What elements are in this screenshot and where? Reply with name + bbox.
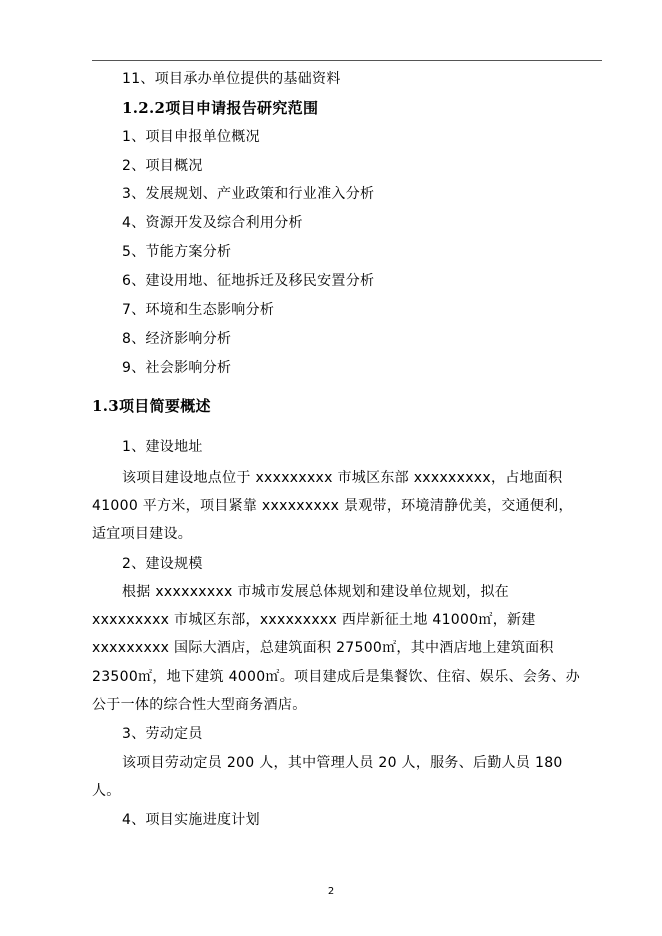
paragraph-line: 该项目劳动定员 200 人，其中管理人员 20 人，服务、后勤人员 180	[122, 755, 563, 771]
list-item: 9、社会影响分析	[122, 360, 232, 376]
paragraph-line: xxxxxxxxx 国际大酒店，总建筑面积 27500㎡，其中酒店地上建筑面积	[92, 640, 554, 656]
paragraph-line: 该项目建设地点位于 xxxxxxxxx 市城区东部 xxxxxxxxx，占地面积	[122, 470, 563, 486]
section-heading-1-2-2: 1.2.2项目申请报告研究范围	[122, 99, 319, 117]
paragraph-line: 公于一体的综合性大型商务酒店。	[92, 697, 307, 713]
header-rule	[92, 60, 602, 61]
list-item: 3、发展规划、产业政策和行业准入分析	[122, 186, 375, 202]
paragraph-line: 人。	[92, 783, 121, 799]
subsection-title-staff: 3、劳动定员	[122, 726, 203, 742]
list-item: 1、项目申报单位概况	[122, 129, 260, 145]
paragraph-line: 23500㎡，地下建筑 4000㎡。项目建成后是集餐饮、住宿、娱乐、会务、办	[92, 669, 581, 685]
subsection-title-scale: 2、建设规模	[122, 556, 203, 572]
list-item: 7、环境和生态影响分析	[122, 302, 275, 318]
paragraph-line: 根据 xxxxxxxxx 市城市发展总体规划和建设单位规划，拟在	[122, 584, 510, 600]
list-item: 8、经济影响分析	[122, 331, 232, 347]
list-item: 4、资源开发及综合利用分析	[122, 215, 303, 231]
section-heading-1-3: 1.3项目简要概述	[92, 397, 211, 415]
list-item: 6、建设用地、征地拆迁及移民安置分析	[122, 273, 375, 289]
paragraph-line: 41000 平方米，项目紧靠 xxxxxxxxx 景观带，环境清静优美，交通便利，	[92, 498, 573, 514]
top-list-item: 11、项目承办单位提供的基础资料	[122, 71, 341, 87]
subsection-title-site: 1、建设地址	[122, 439, 203, 455]
subsection-title-schedule: 4、项目实施进度计划	[122, 812, 260, 828]
list-item: 5、节能方案分析	[122, 244, 232, 260]
paragraph-line: xxxxxxxxx 市城区东部，xxxxxxxxx 西岸新征土地 41000㎡，新建	[92, 612, 536, 628]
paragraph-line: 适宜项目建设。	[92, 526, 193, 542]
list-item: 2、项目概况	[122, 158, 203, 174]
page-number: 2	[327, 886, 335, 897]
